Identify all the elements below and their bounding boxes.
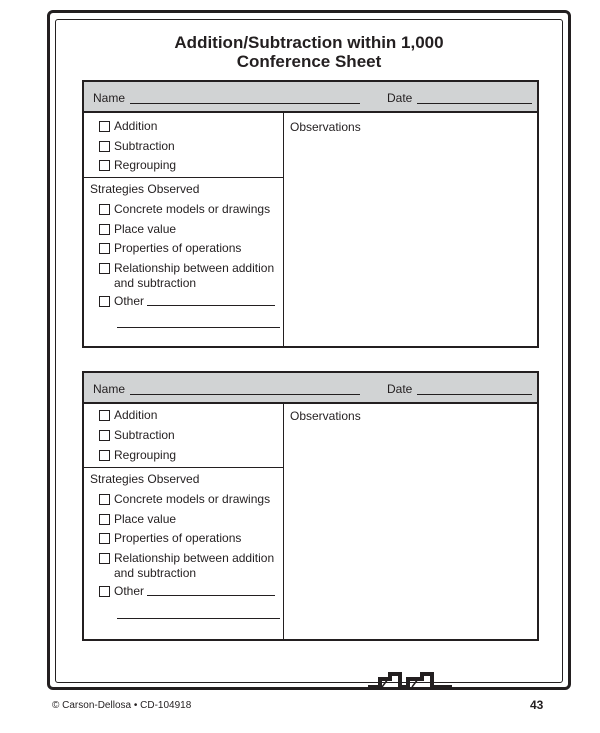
checkbox-relationship[interactable]: Relationship between addition and subtraction: [99, 551, 274, 581]
page-title: [55, 33, 563, 71]
checkbox-concrete-models[interactable]: Concrete models or drawings: [99, 492, 270, 507]
checkbox-icon[interactable]: [99, 533, 110, 544]
checkbox-icon[interactable]: [99, 224, 110, 235]
checkbox-icon[interactable]: [99, 586, 110, 597]
checkbox-addition[interactable]: Addition: [99, 119, 157, 134]
name-field[interactable]: [130, 103, 360, 104]
strategies-title: Strategies Observed: [90, 182, 200, 196]
footer-rule-left: [56, 687, 368, 689]
checkbox-icon[interactable]: [99, 141, 110, 152]
checkbox-icon[interactable]: [99, 494, 110, 505]
name-label: Name: [93, 382, 126, 396]
other-field[interactable]: [147, 584, 275, 596]
checkbox-concrete-models[interactable]: Concrete models or drawings: [99, 202, 270, 217]
checkbox-icon[interactable]: [99, 204, 110, 215]
other-extra-line[interactable]: [117, 618, 280, 619]
checkbox-place-value[interactable]: Place value: [99, 222, 176, 237]
conference-card-2: [82, 371, 539, 641]
conference-card-1: [82, 80, 539, 348]
section-divider: [84, 467, 284, 468]
checkbox-regrouping[interactable]: Regrouping: [99, 448, 176, 463]
date-field[interactable]: [417, 394, 532, 395]
checkbox-icon[interactable]: [99, 553, 110, 564]
card-header: [84, 373, 537, 404]
checkbox-icon[interactable]: [99, 430, 110, 441]
column-divider: [283, 404, 284, 639]
date-field[interactable]: [417, 103, 532, 104]
section-divider: [84, 177, 284, 178]
checkbox-icon[interactable]: [99, 263, 110, 274]
checkbox-properties[interactable]: Properties of operations: [99, 531, 241, 546]
page-number: 43: [530, 698, 544, 712]
checkbox-subtraction[interactable]: Subtraction: [99, 139, 175, 154]
checkbox-icon[interactable]: [99, 296, 110, 307]
checkbox-icon[interactable]: [99, 243, 110, 254]
checkbox-addition[interactable]: Addition: [99, 408, 157, 423]
copyright-text: © Carson-Dellosa • CD-104918: [52, 700, 192, 711]
observations-label: Observations: [290, 409, 361, 423]
other-field[interactable]: [147, 294, 275, 306]
name-label: Name: [93, 91, 126, 105]
checkbox-icon[interactable]: [99, 121, 110, 132]
observations-label: Observations: [290, 120, 361, 134]
building-blocks-decoration-icon: [366, 666, 454, 692]
title-line-1: Addition/Subtraction within 1,000: [174, 33, 444, 52]
checkbox-icon[interactable]: [99, 410, 110, 421]
checkbox-subtraction[interactable]: Subtraction: [99, 428, 175, 443]
date-label: Date: [387, 91, 413, 105]
footer-rule-right: [451, 687, 563, 689]
checkbox-properties[interactable]: Properties of operations: [99, 241, 241, 256]
checkbox-icon[interactable]: [99, 160, 110, 171]
checkbox-relationship[interactable]: Relationship between addition and subtraction: [99, 261, 274, 291]
checkbox-regrouping[interactable]: Regrouping: [99, 158, 176, 173]
date-label: Date: [387, 382, 413, 396]
name-field[interactable]: [130, 394, 360, 395]
checkbox-icon[interactable]: [99, 450, 110, 461]
column-divider: [283, 113, 284, 346]
title-line-2: Conference Sheet: [236, 52, 382, 71]
checkbox-other[interactable]: Other: [99, 294, 275, 309]
checkbox-other[interactable]: Other: [99, 584, 275, 599]
strategies-title: Strategies Observed: [90, 472, 200, 486]
other-extra-line[interactable]: [117, 327, 280, 328]
card-header: [84, 82, 537, 113]
checkbox-place-value[interactable]: Place value: [99, 512, 176, 527]
checkbox-icon[interactable]: [99, 514, 110, 525]
